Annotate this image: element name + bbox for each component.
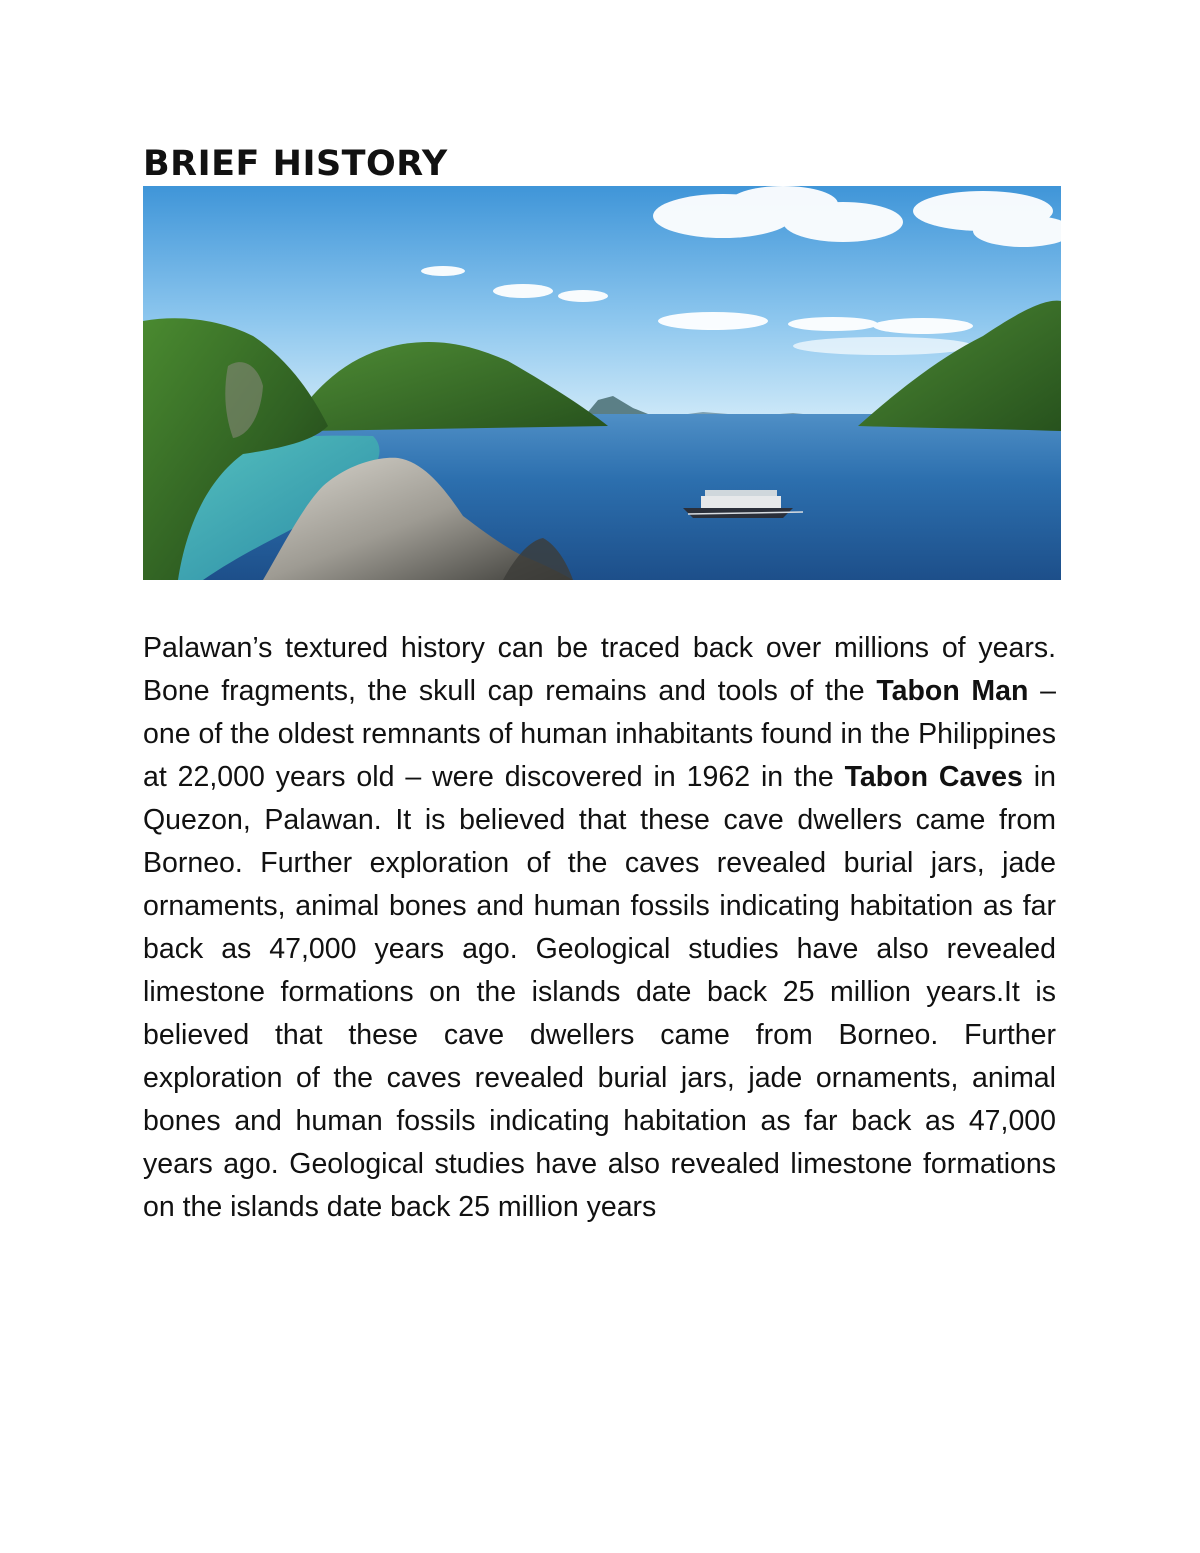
tabon-man-term: Tabon Man [876,675,1029,707]
landscape-photo [143,186,1061,580]
page-title: BRIEF HISTORY [143,144,448,184]
paragraph-text-3: in Quezon, Palawan. It is believed that these cave dwellers came from Borneo. Further exploration of the caves revealed burial jars, jade ornaments, animal bones and human fossils indicating habitation as far back as 47,000 years ago. Geological studies have also revealed limestone formations on the islands date back 25 million years.It is believed that these cave dwellers came from Borneo. Further exploration of the caves revealed burial jars, jade ornaments, animal bones and human fossils indicating habitation as far back as 47,000 years ago. Geological studies have also revealed limestone formations on the islands date back 25 million years [143,761,1056,1223]
tabon-caves-term: Tabon Caves [844,761,1023,793]
paragraph-text-1: Palawan’s textured history can be traced back over millions of years. Bone fragments, the skull cap remains and tools of the [143,632,1056,707]
history-paragraph [143,627,1056,1229]
paragraph-text-2: – one of the oldest remnants of human inhabitants found in the Philippines at 22,000 years old – were discovered in 1962 in the [143,675,1056,793]
